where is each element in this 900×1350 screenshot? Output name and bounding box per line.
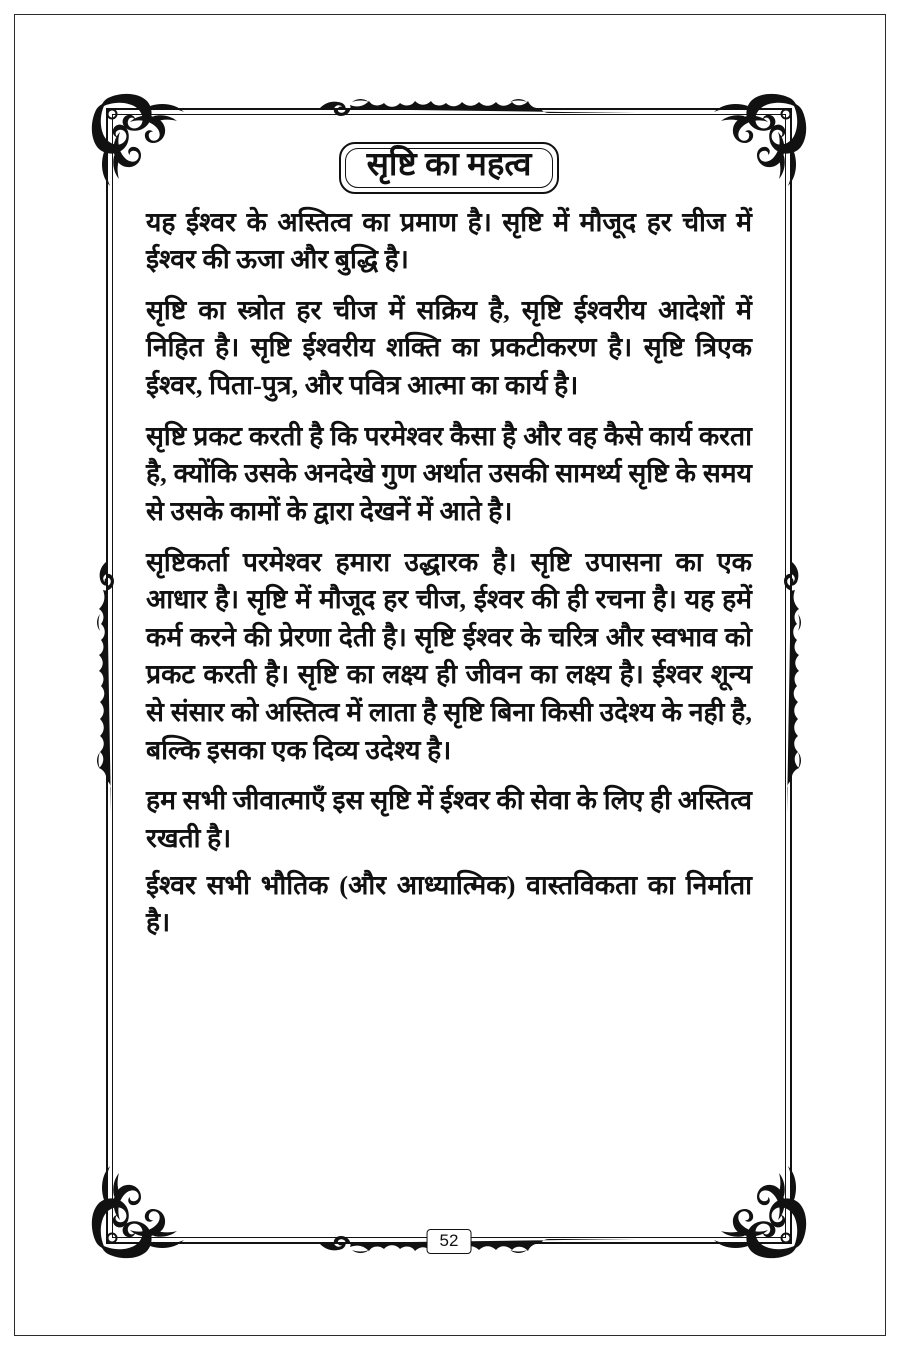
title-container <box>146 142 752 194</box>
paragraph: ईश्वर सभी भौतिक (और आध्यात्मिक) वास्तविकता का निर्माता है। <box>146 869 752 938</box>
page-title: सृष्टि का महत्व <box>366 147 532 183</box>
paragraph: यह ईश्वर के अस्तित्व का प्रमाण है। सृष्टि में मौजूद हर चीज में ईश्वर की ऊजा और बुद्धि है। <box>146 206 752 275</box>
title-plate <box>339 142 560 194</box>
edge-flourish-icon <box>778 522 806 842</box>
edge-flourish-icon <box>260 94 638 122</box>
page-number: 52 <box>427 1229 472 1254</box>
paragraph: सृष्टि का स्त्रोत हर चीज में सक्रिय है, सृष्टि ईश्वरीय आदेशों में निहित है। सृष्टि ईश्वरीय शक्ति का प्रकटीकरण है। सृष्टि त्रिएक ईश्वर, पिता-पुत्र, और पवित्र आत्मा का कार्य है। <box>146 294 752 401</box>
paragraph: सृष्टिकर्ता परमेश्वर हमारा उद्धारक है। सृष्टि उपासना का एक आधार है। सृष्टि में मौजूद हर चीज, ईश्वर की ही रचना है। यह हमें कर्म करने की प्रेरणा देती है। सृष्टि ईश्वर के चरित्र और स्वभाव को प्रकट करती है। सृष्टि का लक्ष्य ही जीवन का लक्ष्य है। ईश्वर शून्य से संसार को अस्तित्व में लाता है सृष्टि बिना किसी उदेश्य के नही है, बल्कि इसका एक दिव्य उदेश्य है। <box>146 546 752 765</box>
paragraph: हम सभी जीवात्माएँ इस सृष्टि में ईश्वर की सेवा के लिए ही अस्तित्व रखती है। <box>146 785 752 853</box>
ornamental-frame <box>90 92 808 1260</box>
page-content <box>146 138 752 1198</box>
paragraph: सृष्टि प्रकट करती है कि परमेश्वर कैसा है और वह कैसे कार्य करता है, क्योंकि उसके अनदेखे गुण अर्थात उसकी सामर्थ्य सृष्टि के समय से उसके कामों के द्वारा देखनें में आते है। <box>146 420 752 526</box>
edge-flourish-icon <box>92 522 120 842</box>
body-text <box>146 204 752 942</box>
